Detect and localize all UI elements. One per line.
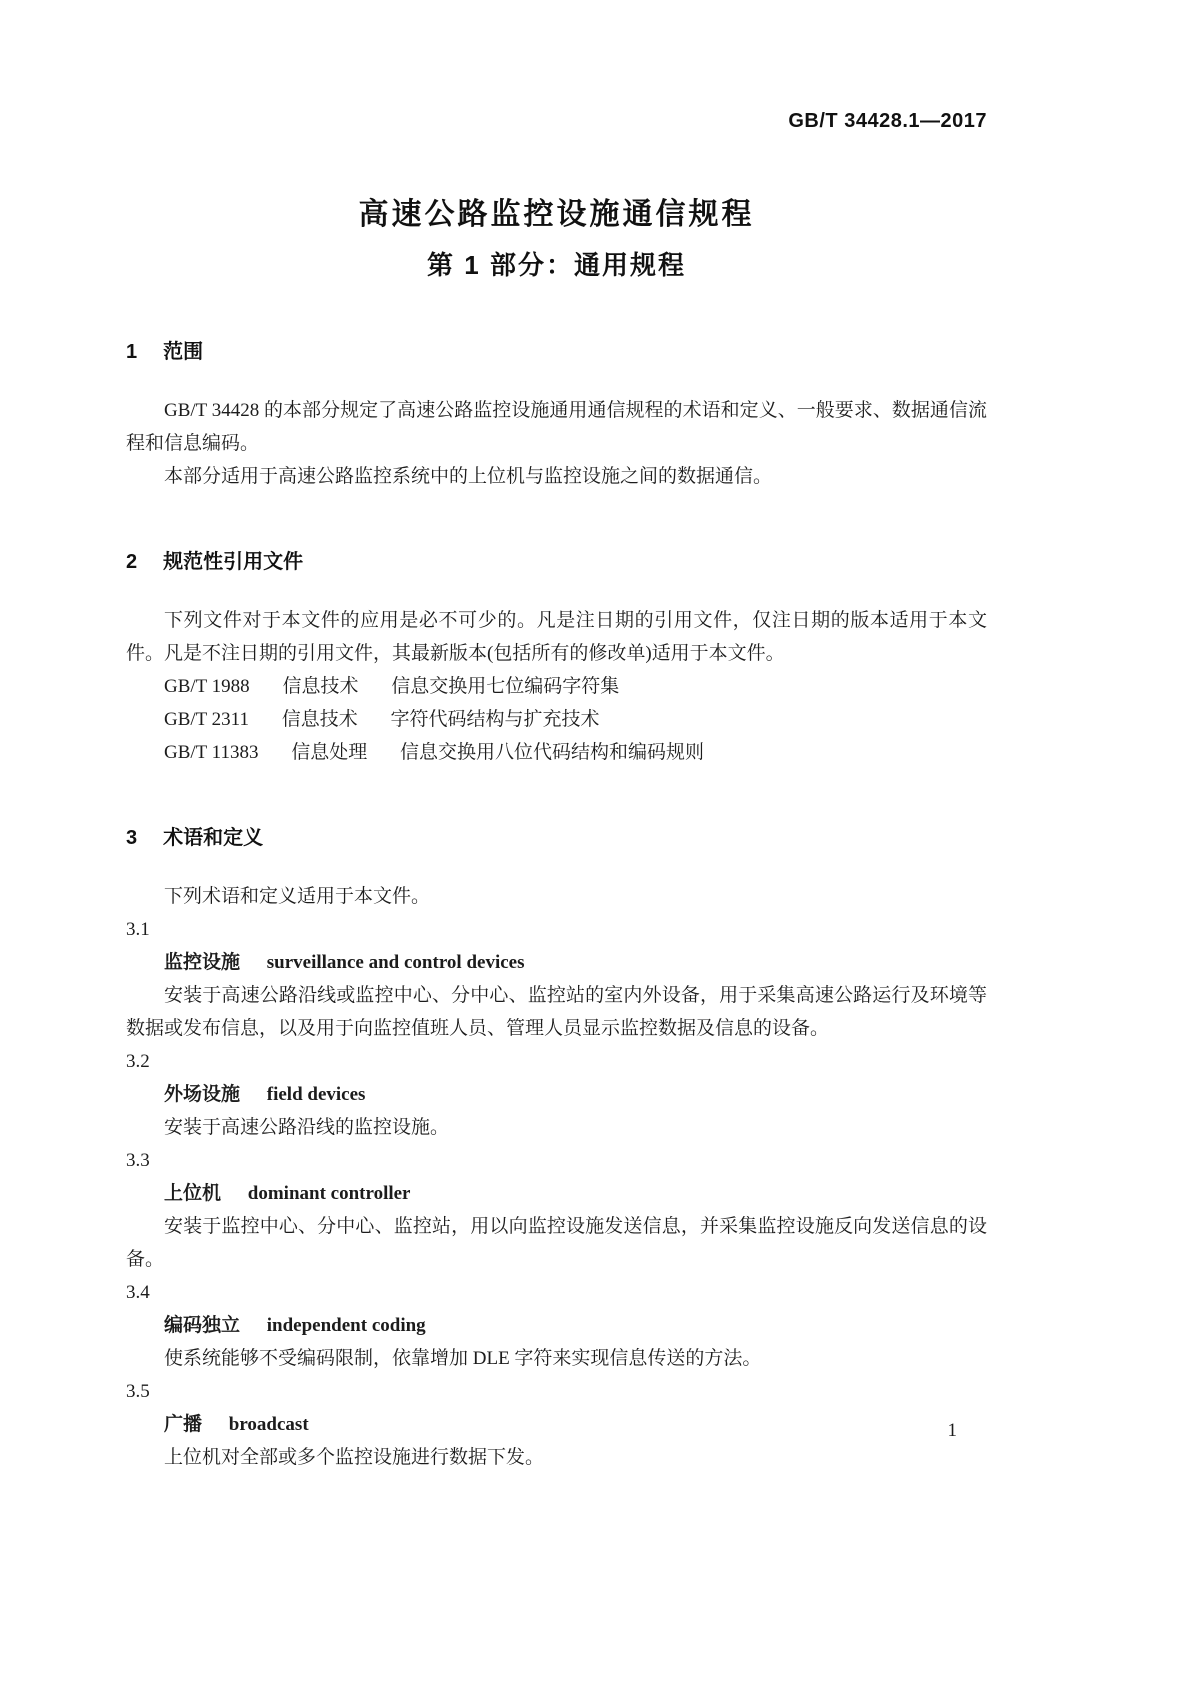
document-subtitle: 第 1 部分：通用规程 [427,250,686,280]
term-name-en: surveillance and control devices [266,952,525,973]
document-title-block [126,195,987,283]
term-name [126,1177,987,1210]
page-number: 1 [947,1420,957,1441]
section-3-heading [126,821,987,850]
section-3-title: 术语和定义 [163,827,264,849]
reference-entry [126,670,987,703]
section-3-number: 3 [126,827,138,849]
term-entry [126,913,987,1045]
section-1-paragraph-1: GB/T 34428 的本部分规定了高速公路监控设施通用通信规程的术语和定义、一般要求、数据通信流程和信息编码。 [126,400,987,454]
term-name-zh: 上位机 [164,1183,222,1204]
term-name-zh: 外场设施 [164,1084,241,1105]
term-number: 3.3 [126,1150,150,1171]
term-name-zh: 编码独立 [164,1315,241,1336]
reference-category: 信息技术 [282,676,359,697]
term-number: 3.5 [126,1381,150,1402]
section-1-heading [126,335,987,364]
term-name-en: dominant controller [247,1183,411,1204]
term-number: 3.1 [126,919,150,940]
term-name-zh: 广播 [164,1414,203,1435]
section-2-title: 规范性引用文件 [163,551,304,573]
section-2-paragraph-1: 下列文件对于本文件的应用是必不可少的。凡是注日期的引用文件，仅注日期的版本适用于本文件。凡是不注日期的引用文件，其最新版本(包括所有的修改单)适用于本文件。 [126,610,987,664]
section-3-intro: 下列术语和定义适用于本文件。 [164,886,431,907]
term-name-en: broadcast [228,1414,309,1435]
reference-title: 信息交换用八位代码结构和编码规则 [400,742,705,763]
term-definition: 安装于高速公路沿线或监控中心、分中心、监控站的室内外设备，用于采集高速公路运行及环境等数据或发布信息，以及用于向监控值班人员、管理人员显示监控数据及信息的设备。 [126,985,987,1039]
section-1-title: 范围 [163,341,204,363]
term-entry [126,1144,987,1276]
term-definition: 使系统能够不受编码限制，依靠增加 DLE 字符来实现信息传送的方法。 [164,1348,762,1369]
reference-entry [126,736,987,769]
section-1-number: 1 [126,341,138,363]
term-name [126,946,987,979]
section-1-paragraph-2: 本部分适用于高速公路监控系统中的上位机与监控设施之间的数据通信。 [164,466,773,487]
term-entry [126,1276,987,1375]
term-definition: 安装于高速公路沿线的监控设施。 [164,1117,450,1138]
reference-code: GB/T 2311 [164,709,249,730]
reference-code: GB/T 1988 [164,676,250,697]
reference-title: 字符代码结构与扩充技术 [390,709,600,730]
standard-number: GB/T 34428.1—2017 [788,110,987,132]
term-definition: 上位机对全部或多个监控设施进行数据下发。 [164,1447,545,1468]
term-entry [126,1045,987,1144]
section-2-heading [126,545,987,574]
document-title: 高速公路监控设施通信规程 [358,198,755,231]
term-number: 3.4 [126,1282,150,1303]
reference-category: 信息技术 [281,709,358,730]
term-name [126,1309,987,1342]
reference-category: 信息处理 [291,742,368,763]
section-2-number: 2 [126,551,138,573]
term-definition: 安装于监控中心、分中心、监控站，用以向监控设施发送信息，并采集监控设施反向发送信息的设备。 [126,1216,987,1270]
term-name-en: independent coding [266,1315,426,1336]
term-name-en: field devices [266,1084,366,1105]
reference-title: 信息交换用七位编码字符集 [391,676,620,697]
term-entry [126,1375,987,1474]
reference-code: GB/T 11383 [164,742,259,763]
term-name-zh: 监控设施 [164,952,241,973]
reference-entry [126,703,987,736]
term-number: 3.2 [126,1051,150,1072]
term-name [126,1078,987,1111]
term-name [126,1408,987,1441]
